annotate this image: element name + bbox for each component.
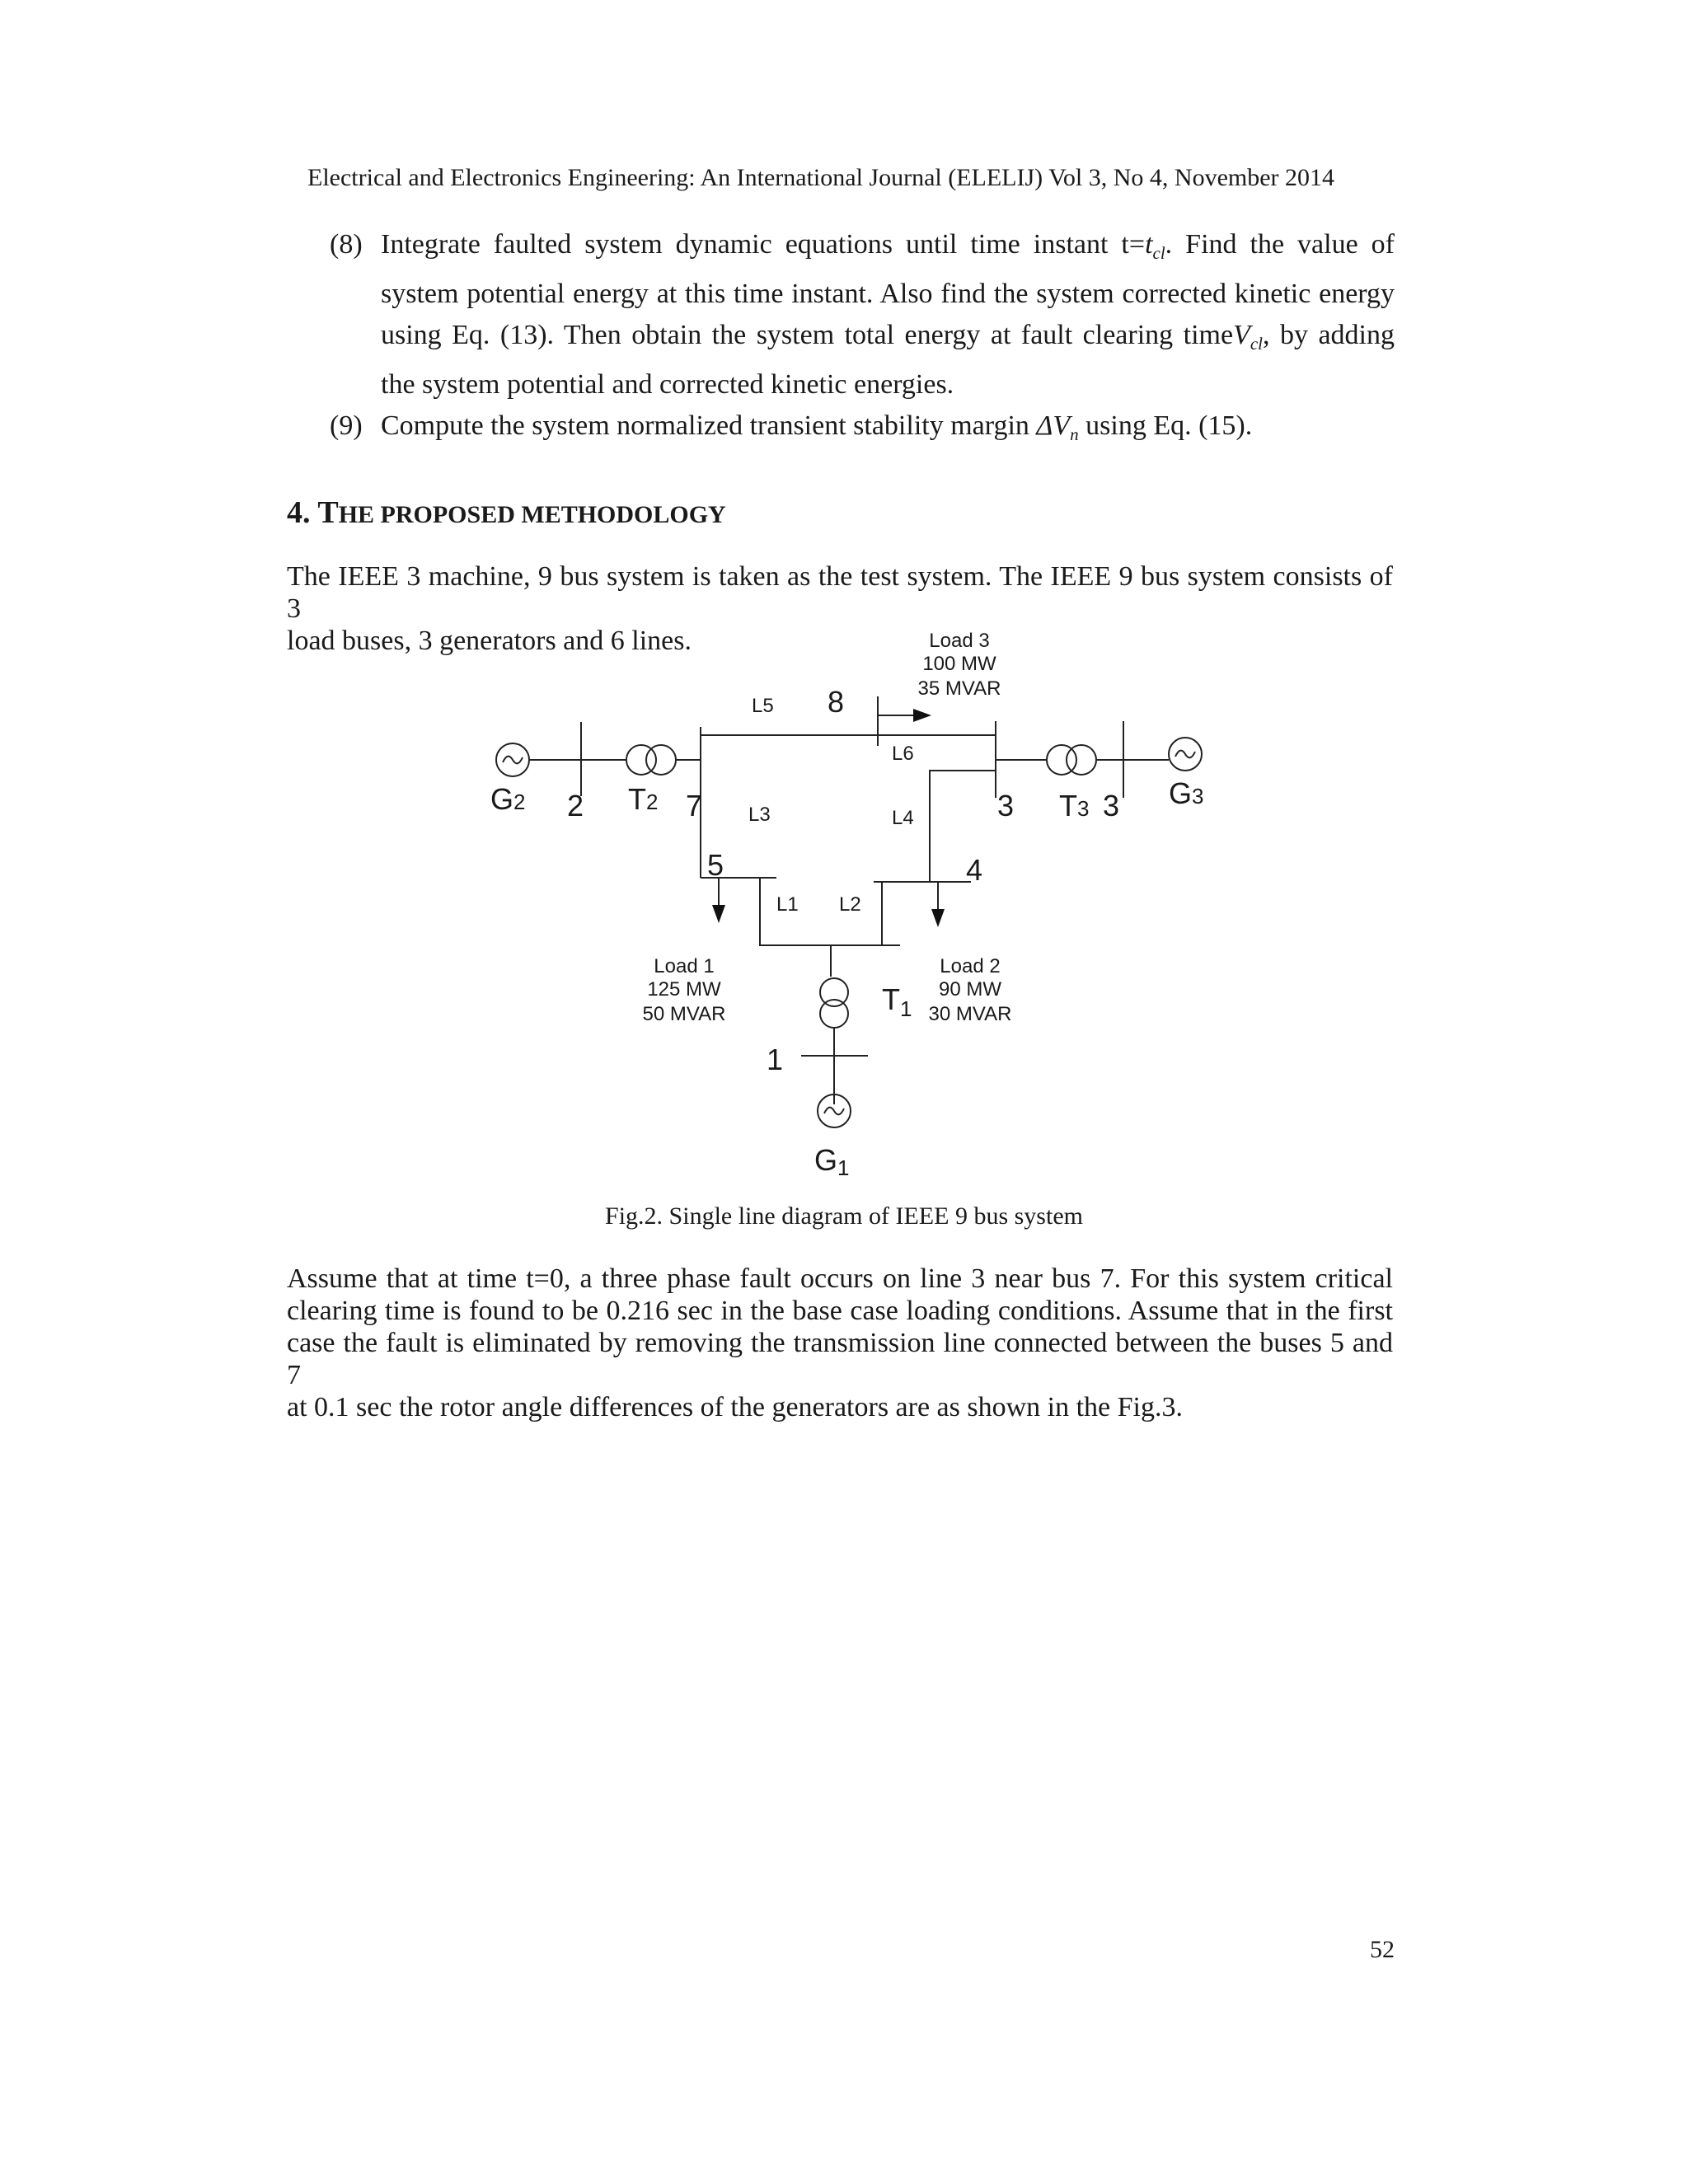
page-number: 52	[1370, 1936, 1395, 1963]
load-2-arrow-icon	[931, 909, 945, 927]
g1-label	[814, 1143, 849, 1180]
transformer-t3-winding-b-icon	[1067, 745, 1096, 775]
g3-label-sub: 3	[1192, 784, 1204, 808]
section-title-rest: HE PROPOSED METHODOLOGY	[338, 501, 726, 528]
assume-line-3: case the fault is eliminated by removing the transmission line connected between the buses 5 and 7	[287, 1328, 1393, 1390]
t2-label-letter: T	[628, 782, 646, 816]
step-8-line-3-text: using Eq. (13). Then obtain the system total energy at fault clearing time	[381, 320, 1234, 350]
line-l1-label: L1	[776, 893, 799, 916]
step-9-number: (9)	[330, 410, 363, 441]
section-title-initial: T	[317, 495, 339, 530]
step-8-line-3-end: , by adding	[1263, 320, 1395, 350]
load-1-mw: 125 MW	[647, 978, 721, 1001]
load-3-arrow-icon	[913, 709, 931, 722]
step-8-line-1-end: . Find the value of	[1165, 229, 1395, 260]
g1-label-letter: G	[814, 1143, 838, 1177]
assume-line-1: Assume that at time t=0, a three phase fault occurs on line 3 near bus 7. For this system critical	[287, 1263, 1393, 1294]
g2-label	[490, 782, 525, 816]
bus-9-label: 3	[997, 789, 1015, 823]
g2-label-sub: 2	[513, 790, 526, 814]
generator-g3-sine-icon	[1175, 751, 1195, 758]
line-l4-label: L4	[892, 807, 914, 829]
generator-g1-sine-icon	[824, 1108, 844, 1115]
delta-vn-symbol: ΔV	[1036, 410, 1071, 441]
t-cl-subscript: cl	[1152, 243, 1165, 263]
delta-vn-subscript: n	[1070, 424, 1079, 444]
intro-line-1: The IEEE 3 machine, 9 bus system is taken as the test system. The IEEE 9 bus system consists of 3	[287, 561, 1393, 624]
line-l6-label: L6	[892, 743, 914, 765]
bus-5-label: 5	[707, 848, 724, 882]
step-9-text-end: using Eq. (15).	[1078, 410, 1253, 441]
step-8-line-2: system potential energy at this time instant. Also find the system corrected kinetic energy	[381, 279, 1395, 309]
t3-label-letter: T	[1059, 789, 1077, 823]
v-cl-symbol: V	[1233, 320, 1250, 350]
load-3-mw: 100 MW	[922, 653, 996, 675]
load-1-mvar: 50 MVAR	[642, 1003, 726, 1025]
line-l2-label: L2	[839, 893, 861, 916]
load-3-mvar: 35 MVAR	[917, 677, 1001, 700]
bus-8-label: 8	[828, 685, 845, 719]
generator-g2-sine-icon	[503, 757, 523, 764]
v-cl-subscript: cl	[1250, 334, 1263, 354]
load-1-arrow-icon	[712, 905, 725, 923]
load-2-mw: 90 MW	[938, 978, 1002, 1001]
step-8-line-4: the system potential and corrected kinetic energies.	[381, 369, 954, 400]
load-1-name: Load 1	[654, 955, 715, 977]
t2-label-sub: 2	[646, 790, 659, 814]
t-cl-symbol: t	[1145, 229, 1153, 260]
t3-label	[1059, 789, 1089, 823]
figure-caption: Fig.2. Single line diagram of IEEE 9 bus system	[605, 1202, 1083, 1230]
bus-1-label: 1	[767, 1043, 784, 1076]
load-2-name: Load 2	[940, 955, 1001, 977]
step-8-line-1-text: Integrate faulted system dynamic equations until time instant t=	[381, 229, 1146, 260]
bus-3-label: 3	[1103, 789, 1120, 823]
line-l3-label: L3	[748, 804, 771, 826]
transformer-t1-winding-b-icon	[820, 1000, 848, 1028]
intro-line-2: load buses, 3 generators and 6 lines.	[287, 626, 692, 656]
transformer-t2-winding-a-icon	[626, 745, 656, 775]
assume-line-2: clearing time is found to be 0.216 sec in the base case loading conditions. Assume that in the first	[287, 1296, 1393, 1326]
step-8-number: (8)	[330, 229, 363, 260]
t1-label-letter: T	[882, 982, 900, 1016]
g1-label-sub: 1	[837, 1155, 850, 1180]
transformer-t1-winding-a-icon	[820, 978, 848, 1006]
t1-label-sub: 1	[900, 996, 912, 1021]
g3-label-letter: G	[1169, 776, 1193, 810]
load-2-mvar: 30 MVAR	[928, 1003, 1012, 1025]
journal-header-text: Electrical and Electronics Engineering: An International Journal (ELELIJ) Vol 3, No 4, November 2014	[307, 164, 1335, 191]
assume-line-4: at 0.1 sec the rotor angle differences of the generators are as shown in the Fig.3.	[287, 1392, 1184, 1422]
bus-7-label: 7	[686, 789, 703, 823]
step-9-text: Compute the system normalized transient stability margin	[381, 410, 1037, 441]
transformer-t3-winding-a-icon	[1047, 745, 1076, 775]
line-l5-label: L5	[752, 695, 774, 717]
bus-6-label: 4	[966, 853, 983, 887]
t2-label	[628, 782, 658, 816]
load-3-name: Load 3	[929, 630, 990, 652]
transformer-t2-winding-b-icon	[646, 745, 676, 775]
section-number: 4.	[287, 495, 311, 530]
line-l4	[930, 771, 996, 882]
bus-2-label: 2	[567, 789, 584, 823]
assumption-paragraph	[287, 1263, 1393, 1423]
t3-label-sub: 3	[1077, 796, 1090, 821]
g2-label-letter: G	[490, 782, 514, 816]
t1-label	[882, 982, 912, 1021]
g3-label	[1169, 776, 1203, 810]
